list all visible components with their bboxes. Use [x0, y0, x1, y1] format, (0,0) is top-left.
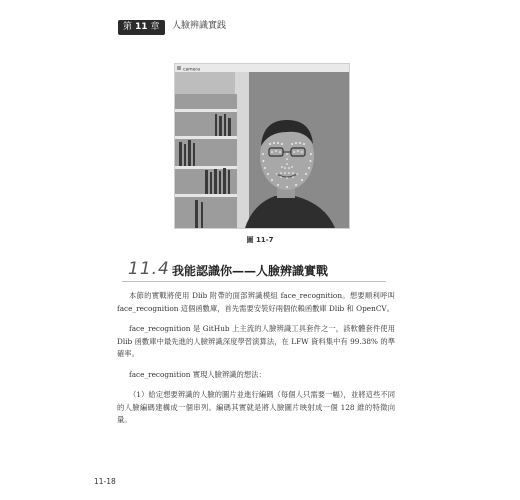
camera-frame-illustration [175, 64, 349, 228]
chapter-title: 人臉辨識實践 [172, 21, 227, 31]
window-title: camera [183, 67, 200, 73]
chapter-number: 11 [135, 22, 148, 32]
figure-caption: 圖 11-7 [246, 236, 274, 244]
camera-screenshot-figure [174, 63, 350, 229]
window-icon [177, 66, 181, 70]
page-number: 11-18 [94, 477, 116, 486]
paragraph: （1）給定想要辨識的人臉的圖片並進行編碼（每個人只需要一幅），並將這些不同的人臉編碼建構成一個串列。編碼其實就是將人臉圖片映射成一個 128 維的特徵向量。 [117, 390, 395, 424]
body-text [117, 290, 395, 435]
section-number: 11.4 [128, 259, 170, 279]
paragraph: 本節的實戰將使用 Dlib 附帶的面部辨識模組 face_recognition。想要順利呼叫 face_recognition 這個函數庫，首先需要安裝好兩個依賴函數庫 Dlib 和 OpenCV。 [117, 291, 395, 313]
section-divider [122, 281, 386, 282]
paragraph: face_recognition 是 GitHub 上主流的人臉辨識工具套件之一，該軟體套件使用 Dlib 函數庫中最先進的人臉辨識深度學習演算法，在 LFW 資料集中有 99.38% 的準確率。 [117, 324, 395, 358]
chapter-prefix: 第 [123, 22, 133, 32]
chapter-badge [118, 20, 165, 35]
chapter-suffix: 章 [150, 22, 160, 32]
window-titlebar [175, 64, 349, 72]
paragraph: face_recognition 實現人臉辨識的想法： [129, 369, 266, 379]
section-title: 我能認識你——人臉辨識實戰 [172, 264, 329, 278]
